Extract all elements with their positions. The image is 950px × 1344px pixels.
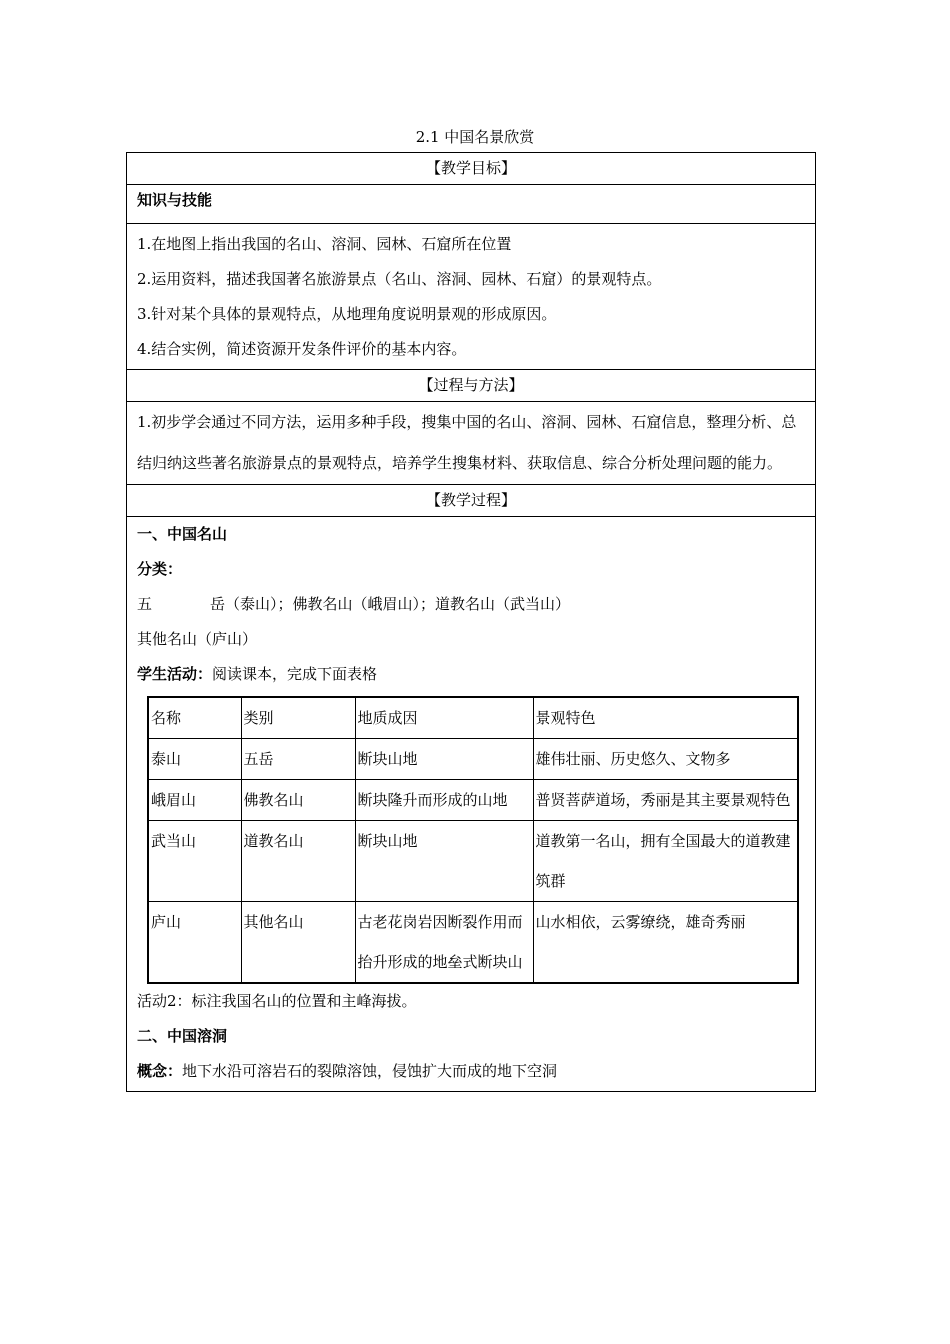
table-cell: 其他名山 (241, 902, 355, 984)
table-cell: 五岳 (241, 739, 355, 780)
table-cell: 泰山 (148, 739, 241, 780)
document-title: 2.1 中国名景欣赏 (415, 128, 535, 146)
goal-item: 1.在地图上指出我国的名山、溶洞、园林、石窟所在位置 (137, 235, 512, 253)
activity-2: 活动2：标注我国名山的位置和主峰海拔。 (137, 992, 417, 1010)
table-cell: 断块山地 (355, 821, 533, 902)
table-cell: 武当山 (148, 821, 241, 902)
table-row (148, 739, 798, 780)
table-cell: 峨眉山 (148, 780, 241, 821)
teaching-process-cell (127, 517, 816, 1092)
activity-text: 阅读课本，完成下面表格 (212, 665, 378, 683)
classify-label: 分类： (137, 560, 183, 578)
table-header-row (148, 697, 798, 739)
knowledge-skills-heading: 知识与技能 (127, 185, 816, 224)
table-cell: 道教第一名山，拥有全国最大的道教建筑群 (533, 821, 798, 902)
table-cell: 佛教名山 (241, 780, 355, 821)
concept-label: 概念： (137, 1062, 183, 1080)
goal-item: 4.结合实例，简述资源开发条件评价的基本内容。 (137, 340, 467, 358)
caves-heading: 二、中国溶洞 (137, 1027, 228, 1045)
classify-line-1 (137, 587, 805, 622)
activity-label: 学生活动： (137, 665, 213, 683)
teaching-process-header: 【教学过程】 (127, 485, 816, 517)
mountains-heading: 一、中国名山 (137, 525, 228, 543)
table-row (148, 780, 798, 821)
table-cell: 山水相依，云雾缭绕，雄奇秀丽 (533, 902, 798, 984)
goal-item: 3.针对某个具体的景观特点，从地理角度说明景观的形成原因。 (137, 305, 557, 323)
table-header-cell: 类别 (241, 697, 355, 739)
table-header-cell: 名称 (148, 697, 241, 739)
concept-text: 地下水沿可溶岩石的裂隙溶蚀，侵蚀扩大而成的地下空洞 (182, 1062, 558, 1080)
table-cell: 普贤菩萨道场，秀丽是其主要景观特色 (533, 780, 798, 821)
table-cell: 雄伟壮丽、历史悠久、文物多 (533, 739, 798, 780)
goals-cell (127, 224, 816, 370)
table-header-cell: 景观特色 (533, 697, 798, 739)
table-row (148, 821, 798, 902)
classify-line-1-a: 五 (137, 595, 153, 613)
table-cell: 古老花岗岩因断裂作用而抬升形成的地垒式断块山 (355, 902, 533, 984)
mountains-table (147, 696, 799, 984)
classify-line-1-b: 岳（泰山）；佛教名山（峨眉山）；道教名山（武当山） (210, 595, 571, 613)
goal-item: 2.运用资料，描述我国著名旅游景点（名山、溶洞、园林、石窟）的景观特点。 (137, 270, 662, 288)
classify-line-2: 其他名山（庐山） (137, 630, 258, 648)
table-header-cell: 地质成因 (355, 697, 533, 739)
table-row (148, 902, 798, 984)
process-methods-text: 1.初步学会通过不同方法，运用多种手段，搜集中国的名山、溶洞、园林、石窟信息，整理分析、总结归纳这些著名旅游景点的景观特点，培养学生搜集材料、获取信息、综合分析处理问题的能力。 (127, 402, 816, 485)
process-methods-header: 【过程与方法】 (127, 370, 816, 402)
student-activity (137, 657, 805, 692)
cave-concept (137, 1054, 805, 1089)
table-cell: 道教名山 (241, 821, 355, 902)
teaching-goals-header: 【教学目标】 (127, 153, 816, 185)
table-cell: 庐山 (148, 902, 241, 984)
table-cell: 断块山地 (355, 739, 533, 780)
lesson-plan-table (126, 152, 816, 1092)
table-cell: 断块隆升而形成的山地 (355, 780, 533, 821)
